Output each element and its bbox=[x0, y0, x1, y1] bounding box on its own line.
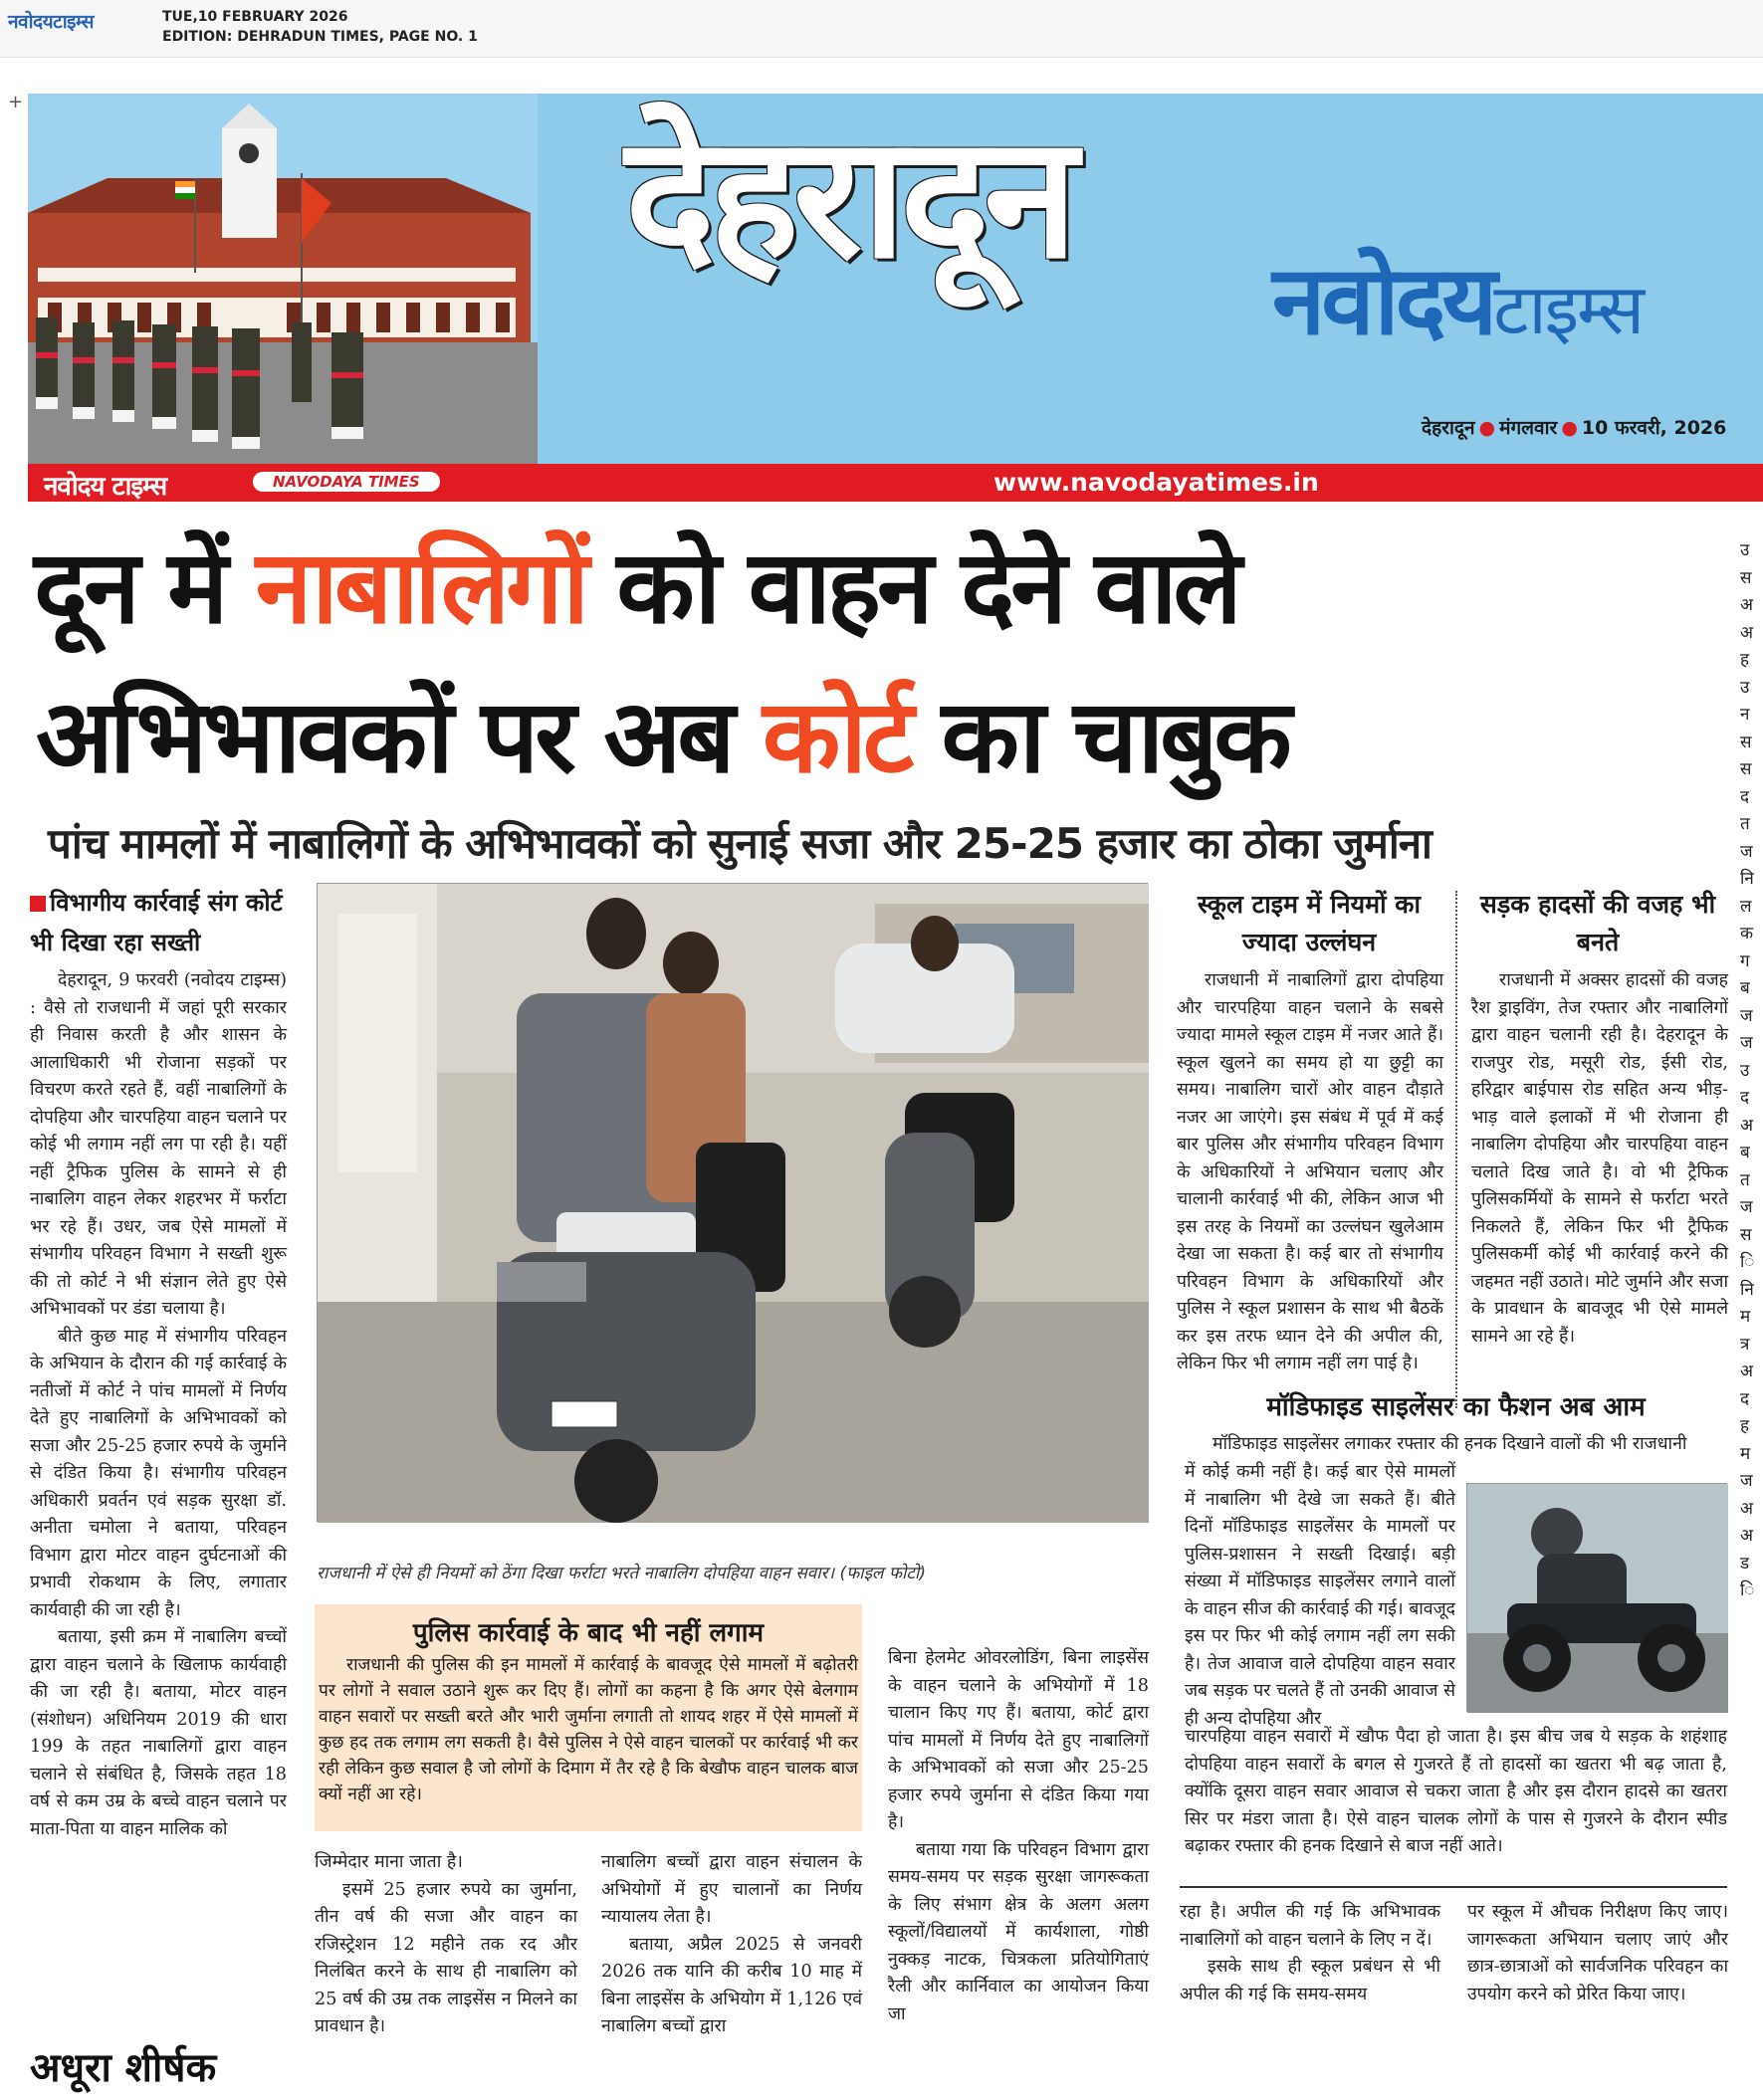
square-bullet-icon bbox=[30, 896, 46, 912]
accident-heading: सड़क हादसों की वजह भी बनते bbox=[1479, 890, 1716, 956]
left-heading-text: विभागीय कार्रवाई संग कोर्ट भी दिखा रहा सख्ती bbox=[30, 889, 283, 956]
brand-name: नवोदय bbox=[1272, 245, 1494, 356]
article-paragraph: राजधानी की पुलिस की इन मामलों में कार्रवाई के बावजूद ऐसे मामलों में बढ़ोतरी पर लोगों ने सवाल उठाने शुरू कर दिए हैं। लोगों का कहना है कि अगर ऐसे बेलगाम वाहन सवारों पर सख्ती बरते और भारी जुर्माना लगाती तो शायद शहर में ऐसे मामलों में कुछ हद तक लगाम लग सकती है। वैसे पुलिस ने ऐसे वाहन चालकों पर कार्रवाई भी कर रही लेकिन कुछ सवाल है जो लोगों के दिमाग में तैर रहे है कि बेखौफ वाहन चालक बाज क्यों नहीं आ रहे। bbox=[319, 1655, 858, 1804]
police-box-body bbox=[319, 1652, 858, 1827]
article-paragraph: देहरादून, 9 फरवरी (नवोदय टाइम्स) : वैसे तो राजधानी में जहां पूरी सरकार ही निवास करती है और शासन के आलाधिकारी भी रोजाना सड़कों पर विचरण करते रहते हैं, वहीं नाबालिगों के दोपहिया और चारपहिया वाहन चलाने पर कोई भी लगाम नहीं लग पा रही है। यहीं नहीं ट्रैफिक पुलिस के सामने से ही नाबालिग वाहन लेकर शहरभर में फर्राटा भर रहे हैं। उधर, जब ऐसे मामलों में संभागीय परिवहन विभाग ने सख्ती शुरू की तो कोर्ट ने भी संज्ञान लेते हुए ऐसे अभिभावकों पर डंडा चलाया है। bbox=[30, 970, 287, 1319]
left-section-heading bbox=[30, 883, 295, 962]
headline-part: अभिभावकों पर अब bbox=[36, 678, 763, 796]
article-paragraph: राजधानी में अक्सर हादसों की वजह रैश ड्राइविंग, तेज रफ्तार और नाबालिगों द्वारा वाहन चलानी रही है। देहरादून के राजपुर रोड, मसूरी रोड, ईसी रोड, हरिद्वार बाईपास रोड सहित अन्य भीड़-भाड़ वाले इलाकों में भी रोजाना ही नाबालिग दोपहिया और चारपहिया वाहन चलाते दिख जाते है। वो भी ट्रैफिक पुलिसकर्मियों के सामने से फर्राटा भरते निकलते हैं, लेकिन फिर भी ट्रैफिक पुलिसकर्मी कोई भी कार्रवाई करने की जहमत नहीं उठाते। मोटे जुर्माने और सजा के प्रावधान के बावजूद भी ऐसे मामले सामने आ रहे हैं। bbox=[1471, 970, 1728, 1347]
school-time-column bbox=[1177, 967, 1443, 1405]
article-paragraph: बिना हेलमेट ओवरलोडिंग, बिना लाइसेंस के वाहन चलाने के अभियोगों में 18 चालान किए गए हैं। बताया, कोर्ट द्वारा पांच मामलों में निर्णय देते हुए नाबालिगों के अभिभावकों को सजा और 25-25 हजार रुपये जुर्माना से दंडित किया गया है। bbox=[888, 1648, 1149, 1832]
article-paragraph: पर स्कूल में औचक निरीक्षण किए जाए। जागरूकता अभियान चलाए जाएं और छात्र-छात्राओं को सार्वजनिक परिवहन का उपयोग करने को प्रेरित किया जाए। bbox=[1467, 1902, 1728, 2004]
photo-motorcycle-rider bbox=[1466, 1483, 1727, 1712]
website-link[interactable]: www.navodayatimes.in bbox=[993, 468, 1319, 497]
headline-part: दून में bbox=[34, 528, 256, 647]
center-column bbox=[888, 1645, 1149, 2038]
headline-part: का चाबुक bbox=[910, 678, 1288, 796]
article-paragraph: राजधानी में नाबालिगों द्वारा दोपहिया और चारपहिया वाहन चलाने के सबसे ज्यादा मामले स्कूल टाइम में नजर आते हैं। स्कूल खुलने का समय हो या छुट्टी का समय। नाबालिग चारों ओर वाहन दौड़ाते नजर आ जाएंगे। इस संबंध में पूर्व में कई बार पुलिस और संभागीय परिवहन विभाग के अधिकारियों ने अभियान चलाए और चालानी कार्रवाई भी की, लेकिन आज भी इस तरह के नियमों का उल्लंघन खुलेआम देखा जा सकता है। कई बार तो संभागीय परिवहन विभाग के अधिकारियों और पुलिस ने स्कूल प्रशासन के साथ भी बैठकें कर इस तरफ ध्यान देने की अपील की, लेकिन फिर भी लगाम नहीं लग पाई है। bbox=[1177, 970, 1443, 1373]
article-paragraph: बताया, इसी क्रम में नाबालिग बच्चों द्वारा वाहन चलाने के खिलाफ कार्यवाही की जा रही है। बताया, मोटर वाहन (संशोधन) अधिनियम 2019 की धारा 199 के तहत नाबालिगों द्वारा वाहन चलाने से संबंधित है, जिसके तहत 18 वर्ष से कम उम्र के बच्चे वाहन चलाने पर माता-पिता या वाहन मालिक को bbox=[30, 1627, 287, 1839]
middle-column-1 bbox=[315, 1849, 577, 2038]
article-paragraph: इसमें 25 हजार रुपये का जुर्माना, तीन वर्ष की सजा और वाहन का रजिस्ट्रेशन 12 महीने तक रद और निलंबित करने के साथ ही नाबालिग को 25 वर्ष की उम्र तक लाइसेंस न मिलने का प्रावधान है। bbox=[315, 1879, 577, 2036]
masthead bbox=[28, 94, 1763, 468]
dot-icon: ● bbox=[1561, 417, 1578, 439]
headline-part: को वाहन देने वाले bbox=[584, 528, 1238, 647]
silencer-column-wide bbox=[1185, 1724, 1727, 1856]
main-photo-scooter-riders bbox=[317, 883, 1148, 1522]
article-paragraph: चारपहिया वाहन सवारों में खौफ पैदा हो जाता है। इस बीच जब ये सड़क के शहंशाह दोपहिया वाहन सवारों के बगल से गुजरते हैं तो हादसों का खतरा भी बढ़ जाता है, क्योंकि दूसरा वाहन सवार आवाज से चकरा जाता है और इस दौरान हादसे का खतरा सिर पर मंडरा जाता है। ऐसे वाहन चालक लोगों के पास से गुजरने के दौरान स्पीड बढ़ाकर रफ्तार की हनक दिखाने से बाज नहीं आते। bbox=[1185, 1727, 1727, 1856]
article-paragraph: बताया गया कि परिवहन विभाग द्वारा समय-समय पर सड़क सुरक्षा जागरूकता के लिए संभाग क्षेत्र के अलग अलग स्कूलों/विद्यालयों में कार्यशाला, गोष्ठी नुक्कड़ नाटक, चित्रकला प्रतियोगिताएं रैली और कार्निवाल का आयोजन किया जा bbox=[888, 1839, 1149, 2024]
masthead-brand bbox=[1272, 245, 1644, 356]
bottom-column-2 bbox=[1467, 1899, 1728, 2038]
strip-brand-english: NAVODAYA TIMES bbox=[253, 472, 440, 492]
bottom-column-1 bbox=[1180, 1899, 1440, 2038]
viewer-logo[interactable]: नवोदयटाइम्स bbox=[8, 11, 94, 33]
headline-highlight: नाबालिगों bbox=[255, 528, 585, 647]
strip-brand-hindi: नवोदय टाइम्स bbox=[44, 472, 167, 502]
edition-page-label: EDITION: DEHRADUN TIMES, PAGE NO. 1 bbox=[162, 29, 478, 45]
masthead-red-strip bbox=[28, 464, 1763, 502]
masthead-title: देहरादून bbox=[625, 100, 1072, 297]
brand-suffix: टाइम्स bbox=[1493, 269, 1644, 350]
school-time-heading: स्कूल टाइम में नियमों का ज्यादा उल्लंघन bbox=[1198, 890, 1421, 956]
photo-caption: राजधानी में ऐसे ही नियमों को ठेंगा दिखा फर्राटा भरते नाबालिग दोपहिया वाहन सवार। (फाइल फोटो) bbox=[317, 1564, 926, 1583]
article-paragraph: बताया, अप्रैल 2025 से जनवरी 2026 तक यानि की करीब 10 माह में बिना लाइसेंस के अभियोग में 1,126 एवं नाबालिग बच्चों द्वारा bbox=[601, 1934, 862, 2036]
dateline-date: 10 फरवरी, 2026 bbox=[1581, 417, 1727, 439]
article-paragraph: रहा है। अपील की गई कि अभिभावक नाबालिगों को वाहन चलाने के लिए न दें। bbox=[1180, 1902, 1440, 1950]
section-divider bbox=[1180, 1886, 1727, 1888]
dateline-day: मंगलवार bbox=[1499, 417, 1558, 439]
dotted-divider bbox=[1455, 891, 1457, 1408]
edition-date: TUE,10 FEBRUARY 2026 bbox=[162, 9, 348, 25]
article-paragraph: इसके साथ ही स्कूल प्रबंधन से भी अपील की गई कि समय-समय bbox=[1180, 1957, 1440, 2004]
viewer-toolbar bbox=[0, 0, 1763, 58]
subheadline: पांच मामलों में नाबालिगों के अभिभावकों को सुनाई सजा और 25-25 हजार का ठोका जुर्माना bbox=[48, 819, 1432, 868]
article-paragraph: मॉडिफाइड साइलेंसर लगाकर रफ्तार की हनक दिखाने वालों की भी राजधानी bbox=[1212, 1434, 1687, 1454]
cut-off-adjacent-column: उ स अ अ ह उ न स स द त ज नि ल क ग ब ज ज उ द अ ब त ज स ि नि म त्र अ द ह म ज अ अ ड ि bbox=[1740, 540, 1755, 1600]
article-paragraph: बीते कुछ माह में संभागीय परिवहन के अभियान के दौरान की गई कार्रवाई के नतीजों में कोर्ट ने पांच मामलों में निर्णय देते हुए नाबालिगों के अभिभावकों को सजा और 25-25 हजार रुपये के जुर्माने से दंडित किया है। संभागीय परिवहन अधिकारी प्रवर्तन एवं सड़क सुरक्षा डॉ. अनीता चमोला ने बताया, परिवहन विभाग द्वारा मोटर वाहन दुर्घटनाओं की प्रभावी रोकथाम के लिए, लगातार कार्यवाही की जा रही है। bbox=[30, 1326, 287, 1620]
headline-line-2 bbox=[36, 678, 1288, 796]
headline-line-1 bbox=[34, 528, 1238, 647]
crosshair-icon: + bbox=[8, 92, 24, 112]
police-box-heading: पुलिस कार्रवाई के बाद भी नहीं लगाम bbox=[412, 1618, 765, 1648]
dot-icon: ● bbox=[1478, 417, 1496, 439]
article-paragraph: जिम्मेदार माना जाता है। bbox=[315, 1852, 463, 1872]
article-paragraph: नाबालिग बच्चों द्वारा वाहन संचालन के अभियोगों में हुए चालानों का निर्णय न्यायालय लेता है। bbox=[601, 1852, 862, 1927]
dateline-city: देहरादून bbox=[1422, 417, 1475, 439]
cut-off-headline: अधूरा शीर्षक bbox=[30, 2045, 217, 2091]
silencer-heading: मॉडिफाइड साइलेंसर का फैशन अब आम bbox=[1266, 1392, 1646, 1422]
masthead-dateline bbox=[1422, 414, 1726, 440]
accident-column bbox=[1471, 967, 1728, 1405]
middle-column-2 bbox=[601, 1849, 862, 2038]
article-paragraph: में कोई कमी नहीं है। कई बार ऐसे मामलों में नाबालिग भी देखे जा सकते हैं। बीते दिनों मॉडिफाइड साइलेंसर के मामलों पर पुलिस-प्रशासन ने सख्ती दिखाई। बड़ी संख्या में मॉडिफाइड साइलेंसर लगाने वालों के वाहन सीज की कार्रवाई की गई। बावजूद इस पर फिर भी कोई लगाम नहीं लग सकी है। तेज आवाज वाले दोपहिया वाहन सवार जब सड़क पर चलते हैं तो उनकी आवाज से ही अन्य दोपहिया और bbox=[1185, 1462, 1455, 1729]
masthead-photo-parade bbox=[28, 94, 538, 468]
left-article-column bbox=[30, 967, 287, 2032]
headline-highlight: कोर्ट bbox=[763, 678, 911, 796]
